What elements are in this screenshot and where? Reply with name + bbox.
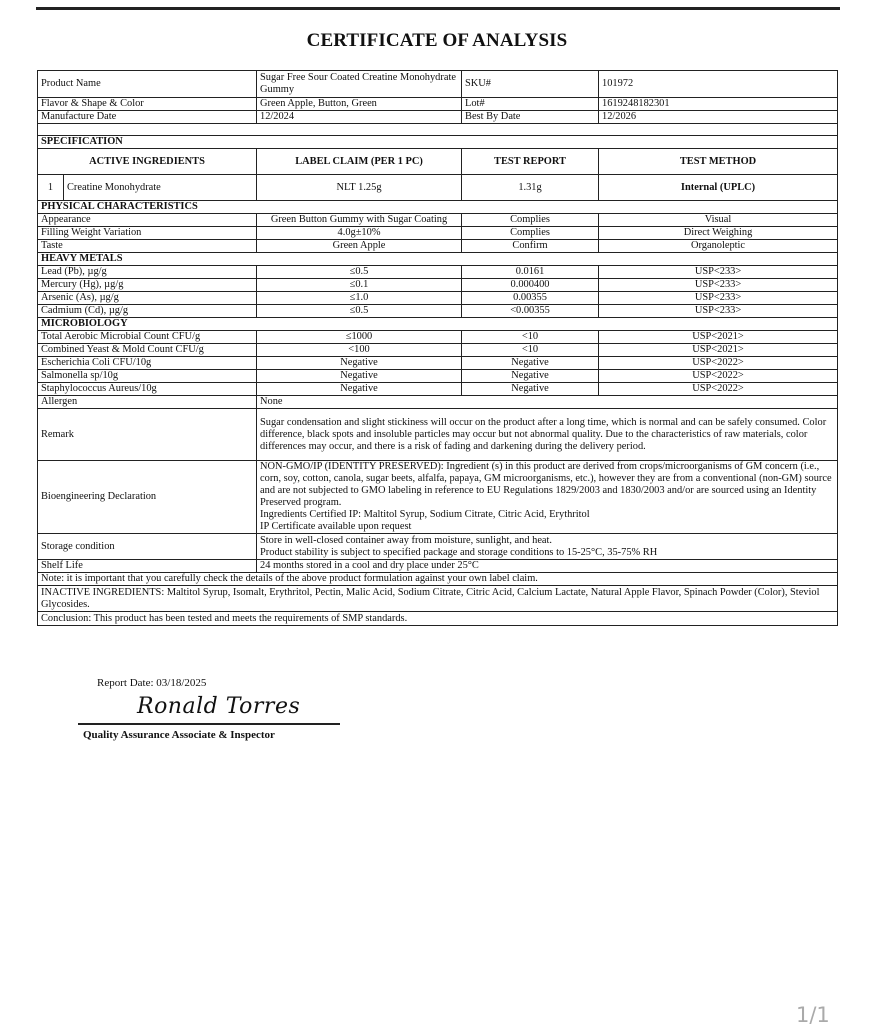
microbiology-heading: MICROBIOLOGY xyxy=(38,318,838,331)
allergen-row xyxy=(38,396,838,409)
physical-row xyxy=(38,214,838,227)
specification-heading: SPECIFICATION xyxy=(38,136,838,149)
microbiology-section xyxy=(38,318,838,331)
test-method: USP<233> xyxy=(599,279,838,292)
microbiology-row xyxy=(38,357,838,370)
test-claim: Green Apple xyxy=(257,240,462,253)
physical-row xyxy=(38,227,838,240)
flavor-value: Green Apple, Button, Green xyxy=(257,98,462,111)
ingredient-method: Internal (UPLC) xyxy=(599,175,838,201)
test-claim: ≤0.5 xyxy=(257,305,462,318)
signature-line xyxy=(78,723,340,725)
heavy-metals-section xyxy=(38,253,838,266)
signature: Ronald Torres xyxy=(137,694,301,719)
microbiology-row xyxy=(38,331,838,344)
storage-text xyxy=(257,534,838,560)
allergen-label: Allergen xyxy=(38,396,257,409)
heavy-metal-rows xyxy=(38,266,838,318)
coa-table xyxy=(37,70,838,626)
sku-value: 101972 xyxy=(599,71,838,98)
test-method: USP<233> xyxy=(599,305,838,318)
test-result: Negative xyxy=(462,383,599,396)
flavor-label: Flavor & Shape & Color xyxy=(38,98,257,111)
spacer-row xyxy=(38,124,838,136)
shelf-life-label: Shelf Life xyxy=(38,560,257,573)
note-text: Note: it is important that you carefully check the details of the above product formulation against your own label claim. xyxy=(38,573,838,586)
heavy-metals-heading: HEAVY METALS xyxy=(38,253,838,266)
shelf-life-row xyxy=(38,560,838,573)
physical-heading: PHYSICAL CHARACTERISTICS xyxy=(38,201,838,214)
bioengineering-certified: Ingredients Certified IP: Maltitol Syrup, Sodium Citrate, Citric Acid, Erythritol xyxy=(260,509,590,520)
test-claim: ≤1.0 xyxy=(257,292,462,305)
col-label-claim: LABEL CLAIM (PER 1 PC) xyxy=(257,149,462,175)
test-name: Filling Weight Variation xyxy=(38,227,257,240)
test-method: Organoleptic xyxy=(599,240,838,253)
active-ingredient-row xyxy=(38,175,838,201)
remark-row xyxy=(38,409,838,461)
test-method: Visual xyxy=(599,214,838,227)
test-name: Mercury (Hg), µg/g xyxy=(38,279,257,292)
test-result: <0.00355 xyxy=(462,305,599,318)
test-claim: Negative xyxy=(257,370,462,383)
test-result: Negative xyxy=(462,370,599,383)
heavy-metal-row xyxy=(38,292,838,305)
product-name-label: Product Name xyxy=(38,71,257,98)
flavor-row xyxy=(38,98,838,111)
test-name: Lead (Pb), µg/g xyxy=(38,266,257,279)
best-by-label: Best By Date xyxy=(462,111,599,124)
test-result: 0.00355 xyxy=(462,292,599,305)
inactive-ingredients-row xyxy=(38,586,838,612)
conclusion-text: Conclusion: This product has been tested and meets the requirements of SMP standards. xyxy=(38,612,838,626)
col-active-ingredients: ACTIVE INGREDIENTS xyxy=(38,149,257,175)
test-claim: Negative xyxy=(257,383,462,396)
test-result: Negative xyxy=(462,357,599,370)
storage-row xyxy=(38,534,838,560)
product-name-row xyxy=(38,71,838,98)
physical-section xyxy=(38,201,838,214)
report-date: Report Date: 03/18/2025 xyxy=(97,677,207,689)
test-claim: ≤0.5 xyxy=(257,266,462,279)
test-name: Salmonella sp/10g xyxy=(38,370,257,383)
test-result: 0.000400 xyxy=(462,279,599,292)
manufacture-row xyxy=(38,111,838,124)
test-result: <10 xyxy=(462,344,599,357)
heavy-metal-row xyxy=(38,266,838,279)
test-result: Confirm xyxy=(462,240,599,253)
sku-label: SKU# xyxy=(462,71,599,98)
bioengineering-statement: NON-GMO/IP (IDENTITY PRESERVED): Ingredient (s) in this product are derived from crops/microorganisms of GM concern (i.e., corn, soy, cotton, canola, sugar beets, alfalfa, papaya, GM microorganisms, etc.), however they are from a conventional (non-GM) source and are not subjected to GMO labeling in reference to EU Regulations 1829/2003 and 1830/2003 and/or are sourced using an Identity Preserved program. xyxy=(260,461,832,508)
bioengineering-text xyxy=(257,461,838,534)
ingredient-name: Creatine Monohydrate xyxy=(64,175,257,201)
heavy-metal-row xyxy=(38,279,838,292)
spec-column-headers xyxy=(38,149,838,175)
shelf-life-value: 24 months stored in a cool and dry place under 25°C xyxy=(257,560,838,573)
storage-line-2: Product stability is subject to specified package and storage conditions to 15-25°C, 35-75% RH xyxy=(260,546,658,558)
test-name: Staphylococcus Aureus/10g xyxy=(38,383,257,396)
signer-title: Quality Assurance Associate & Inspector xyxy=(83,729,275,741)
test-name: Total Aerobic Microbial Count CFU/g xyxy=(38,331,257,344)
test-result: <10 xyxy=(462,331,599,344)
microbiology-row xyxy=(38,383,838,396)
bioengineering-row xyxy=(38,461,838,534)
test-claim: <100 xyxy=(257,344,462,357)
test-name: Combined Yeast & Mold Count CFU/g xyxy=(38,344,257,357)
test-result: Complies xyxy=(462,227,599,240)
test-name: Escherichia Coli CFU/10g xyxy=(38,357,257,370)
microbiology-row xyxy=(38,370,838,383)
col-test-report: TEST REPORT xyxy=(462,149,599,175)
test-name: Appearance xyxy=(38,214,257,227)
test-name: Arsenic (As), µg/g xyxy=(38,292,257,305)
test-claim: Green Button Gummy with Sugar Coating xyxy=(257,214,462,227)
remark-label: Remark xyxy=(38,409,257,461)
col-test-method: TEST METHOD xyxy=(599,149,838,175)
heavy-metal-row xyxy=(38,305,838,318)
specification-section xyxy=(38,136,838,149)
remark-text: Sugar condensation and slight stickiness will occur on the product after a long time, which is normal and can be safely consumed. Color difference, black spots and insoluble particles may occur but not abnormal quality. Due to the characteristics of raw materials, color differences may occur, and there is a risk of fading and darkening during the delivery period. xyxy=(257,409,838,461)
test-method: Direct Weighing xyxy=(599,227,838,240)
test-name: Taste xyxy=(38,240,257,253)
test-name: Cadmium (Cd), µg/g xyxy=(38,305,257,318)
test-method: USP<2021> xyxy=(599,331,838,344)
allergen-value: None xyxy=(257,396,838,409)
test-method: USP<2022> xyxy=(599,383,838,396)
product-name-value: Sugar Free Sour Coated Creatine Monohydrate Gummy xyxy=(257,71,462,98)
note-row xyxy=(38,573,838,586)
ingredient-result: 1.31g xyxy=(462,175,599,201)
test-method: USP<233> xyxy=(599,266,838,279)
ingredient-claim: NLT 1.25g xyxy=(257,175,462,201)
manufacture-label: Manufacture Date xyxy=(38,111,257,124)
conclusion-row xyxy=(38,612,838,626)
test-claim: ≤0.1 xyxy=(257,279,462,292)
microbiology-rows xyxy=(38,331,838,396)
document-title: CERTIFICATE OF ANALYSIS xyxy=(306,30,568,51)
test-method: USP<2022> xyxy=(599,357,838,370)
test-method: USP<2022> xyxy=(599,370,838,383)
manufacture-value: 12/2024 xyxy=(257,111,462,124)
best-by-value: 12/2026 xyxy=(599,111,838,124)
test-claim: 4.0g±10% xyxy=(257,227,462,240)
physical-rows xyxy=(38,214,838,253)
test-result: 0.0161 xyxy=(462,266,599,279)
test-method: USP<2021> xyxy=(599,344,838,357)
page-indicator: 1/1 xyxy=(796,1003,830,1027)
test-result: Complies xyxy=(462,214,599,227)
test-claim: Negative xyxy=(257,357,462,370)
physical-row xyxy=(38,240,838,253)
storage-label: Storage condition xyxy=(38,534,257,560)
ingredient-number: 1 xyxy=(38,175,64,201)
microbiology-row xyxy=(38,344,838,357)
test-claim: ≤1000 xyxy=(257,331,462,344)
lot-value: 1619248182301 xyxy=(599,98,838,111)
bioengineering-ip-certificate: IP Certificate available upon request xyxy=(260,521,412,532)
storage-line-1: Store in well-closed container away from moisture, sunlight, and heat. xyxy=(260,534,553,546)
inactive-ingredients-text: INACTIVE INGREDIENTS: Maltitol Syrup, Isomalt, Erythritol, Pectin, Malic Acid, Sodium Citrate, Citric Acid, Calcium Lactate, Natural Apple Flavor, Spinach Powder (Color), Steviol Glycosides. xyxy=(38,586,838,612)
bioengineering-label: Bioengineering Declaration xyxy=(38,461,257,534)
lot-label: Lot# xyxy=(462,98,599,111)
top-rule xyxy=(36,7,840,10)
test-method: USP<233> xyxy=(599,292,838,305)
